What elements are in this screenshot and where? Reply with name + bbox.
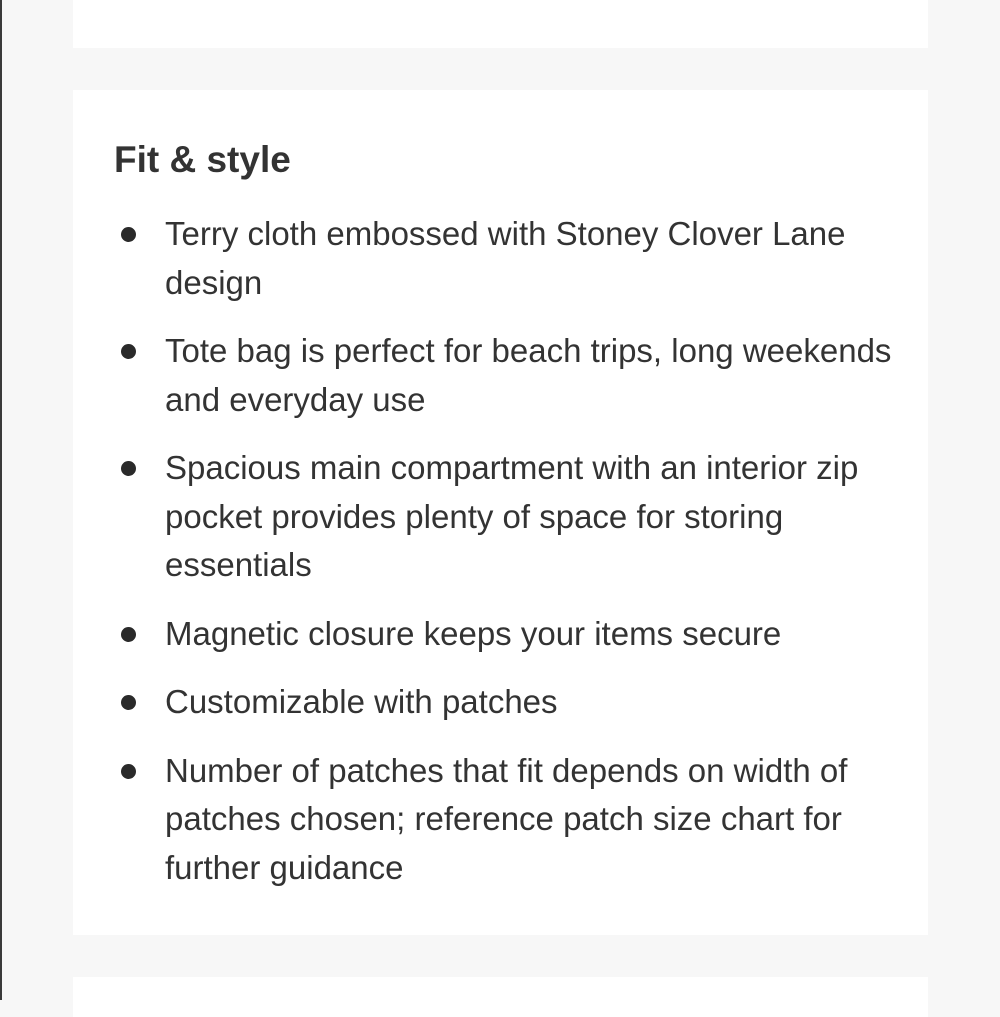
bullet-dot-icon [121,627,136,642]
next-section-card [73,977,928,1017]
list-item-text: Tote bag is perfect for beach trips, long weekends and everyday use [165,332,892,418]
list-item [114,327,894,424]
bullet-dot-icon [121,344,136,359]
bullet-dot-icon [121,227,136,242]
bullet-dot-icon [121,695,136,710]
list-item [114,678,894,727]
list-item [114,610,894,659]
fit-and-style-card [73,90,928,935]
list-item-text: Terry cloth embossed with Stoney Clover Lane design [165,215,846,301]
list-item [114,444,894,590]
list-item-text: Customizable with patches [165,683,558,720]
previous-section-card [73,0,928,48]
window-left-edge [0,0,2,1000]
list-item-text: Number of patches that fit depends on width of patches chosen; reference patch size chart for further guidance [165,751,848,886]
bullet-dot-icon [121,764,136,779]
list-item-text: Magnetic closure keeps your items secure [165,614,782,652]
list-item-text: Spacious main compartment with an interior zip pocket provides plenty of space for storing essentials [165,449,859,583]
feature-list [114,210,894,912]
list-item [114,747,894,893]
bullet-dot-icon [121,461,136,476]
section-title: Fit & style [114,139,291,180]
list-item [114,210,894,307]
